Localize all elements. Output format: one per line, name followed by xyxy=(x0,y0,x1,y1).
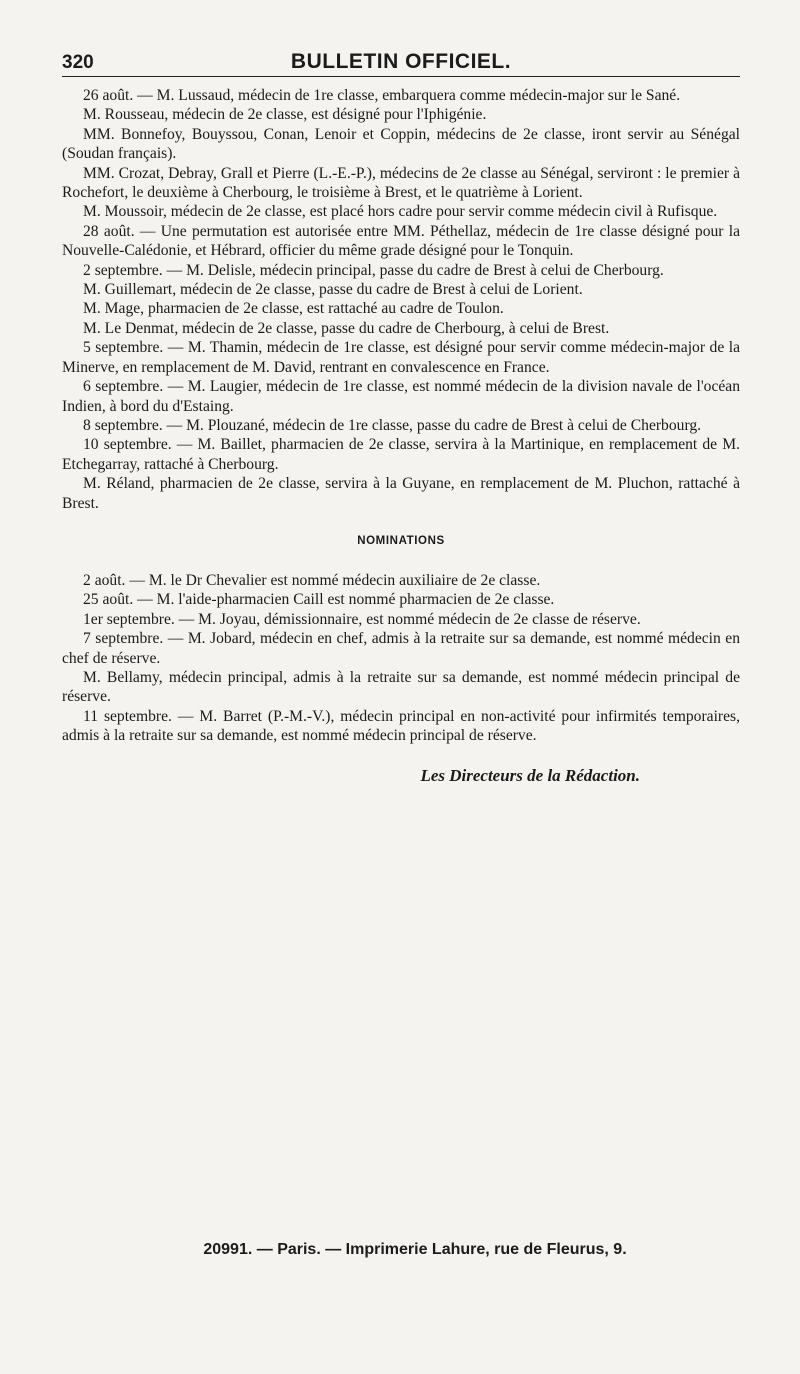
paragraph: M. Rousseau, médecin de 2e classe, est désigné pour l'Iphigénie. xyxy=(83,106,487,124)
nomination-entry: 11 septembre. — M. Barret (P.-M.-V.), médecin principal en non-activité pour infirmités temporaires, admis à la retraite sur sa demande, est nommé médecin principal de réserve. xyxy=(62,707,740,745)
paragraph: 10 septembre. — M. Baillet, pharmacien de 2e classe, servira à la Martinique, en remplacement de M. Etchegarray, rattaché à Cherbourg. xyxy=(62,436,740,473)
paragraph: MM. Bonnefoy, Bouyssou, Conan, Lenoir et Coppin, médecins de 2e classe, iront servir au Sénégal (Soudan français). xyxy=(62,125,740,163)
page-number: 320 xyxy=(62,52,94,73)
running-title: BULLETIN OFFICIEL. xyxy=(290,50,512,73)
page-header xyxy=(62,50,740,77)
nomination-entry: 7 septembre. — M. Jobard, médecin en chef, admis à la retraite sur sa demande, est nommé médecin en chef de réserve. xyxy=(62,630,740,667)
paragraph: 28 août. — Une permutation est autorisée entre MM. Péthellaz, médecin de 1re classe désigné pour la Nouvelle-Calédonie, et Hébrard, officier du même grade désigné pour le Tonquin. xyxy=(62,222,740,260)
nomination-entry: 2 août. — M. le Dr Chevalier est nommé médecin auxiliaire de 2e classe. xyxy=(83,571,541,589)
section-heading-nominations: NOMINATIONS xyxy=(357,534,445,547)
paragraph: 8 septembre. — M. Plouzané, médecin de 1re classe, passe du cadre de Brest à celui de Cherbourg. xyxy=(83,416,702,434)
paragraph: 6 septembre. — M. Laugier, médecin de 1re classe, est nommé médecin de la division navale de l'océan Indien, à bord du d'Estaing. xyxy=(62,378,740,415)
paragraph: 5 septembre. — M. Thamin, médecin de 1re classe, est désigné pour servir comme médecin-major de la Minerve, en remplacement de M. David, rentrant en convalescence en France. xyxy=(62,339,740,376)
paragraph: M. Guillemart, médecin de 2e classe, passe du cadre de Brest à celui de Lorient. xyxy=(83,281,583,299)
paragraph: MM. Crozat, Debray, Grall et Pierre (L.-E.-P.), médecins de 2e classe au Sénégal, serviront : le premier à Rochefort, le deuxième à Cherbourg, le troisième à Brest, et le quatrième à Lorient. xyxy=(62,164,740,202)
nomination-entry: M. Bellamy, médecin principal, admis à la retraite sur sa demande, est nommé médecin principal de réserve. xyxy=(62,668,740,706)
signature: Les Directeurs de la Rédaction. xyxy=(420,765,640,785)
printer-footer: 20991. — Paris. — Imprimerie Lahure, rue de Fleurus, 9. xyxy=(203,1241,627,1258)
nomination-entry: 25 août. — M. l'aide-pharmacien Caill est nommé pharmacien de 2e classe. xyxy=(83,591,555,609)
body-text xyxy=(62,86,740,786)
paragraph: M. Moussoir, médecin de 2e classe, est placé hors cadre pour servir comme médecin civil à Rufisque. xyxy=(83,203,718,221)
paragraph: M. Mage, pharmacien de 2e classe, est rattaché au cadre de Toulon. xyxy=(83,300,504,318)
paragraph: M. Réland, pharmacien de 2e classe, servira à la Guyane, en remplacement de M. Pluchon, rattaché à Brest. xyxy=(62,475,740,512)
nomination-entry: 1er septembre. — M. Joyau, démissionnaire, est nommé médecin de 2e classe de réserve. xyxy=(83,610,641,628)
paragraph: M. Le Denmat, médecin de 2e classe, passe du cadre de Cherbourg, à celui de Brest. xyxy=(83,319,610,337)
paragraph: 2 septembre. — M. Delisle, médecin principal, passe du cadre de Brest à celui de Cherbourg. xyxy=(83,261,664,279)
paragraph: 26 août. — M. Lussaud, médecin de 1re classe, embarquera comme médecin-major sur le Sané. xyxy=(83,87,681,104)
